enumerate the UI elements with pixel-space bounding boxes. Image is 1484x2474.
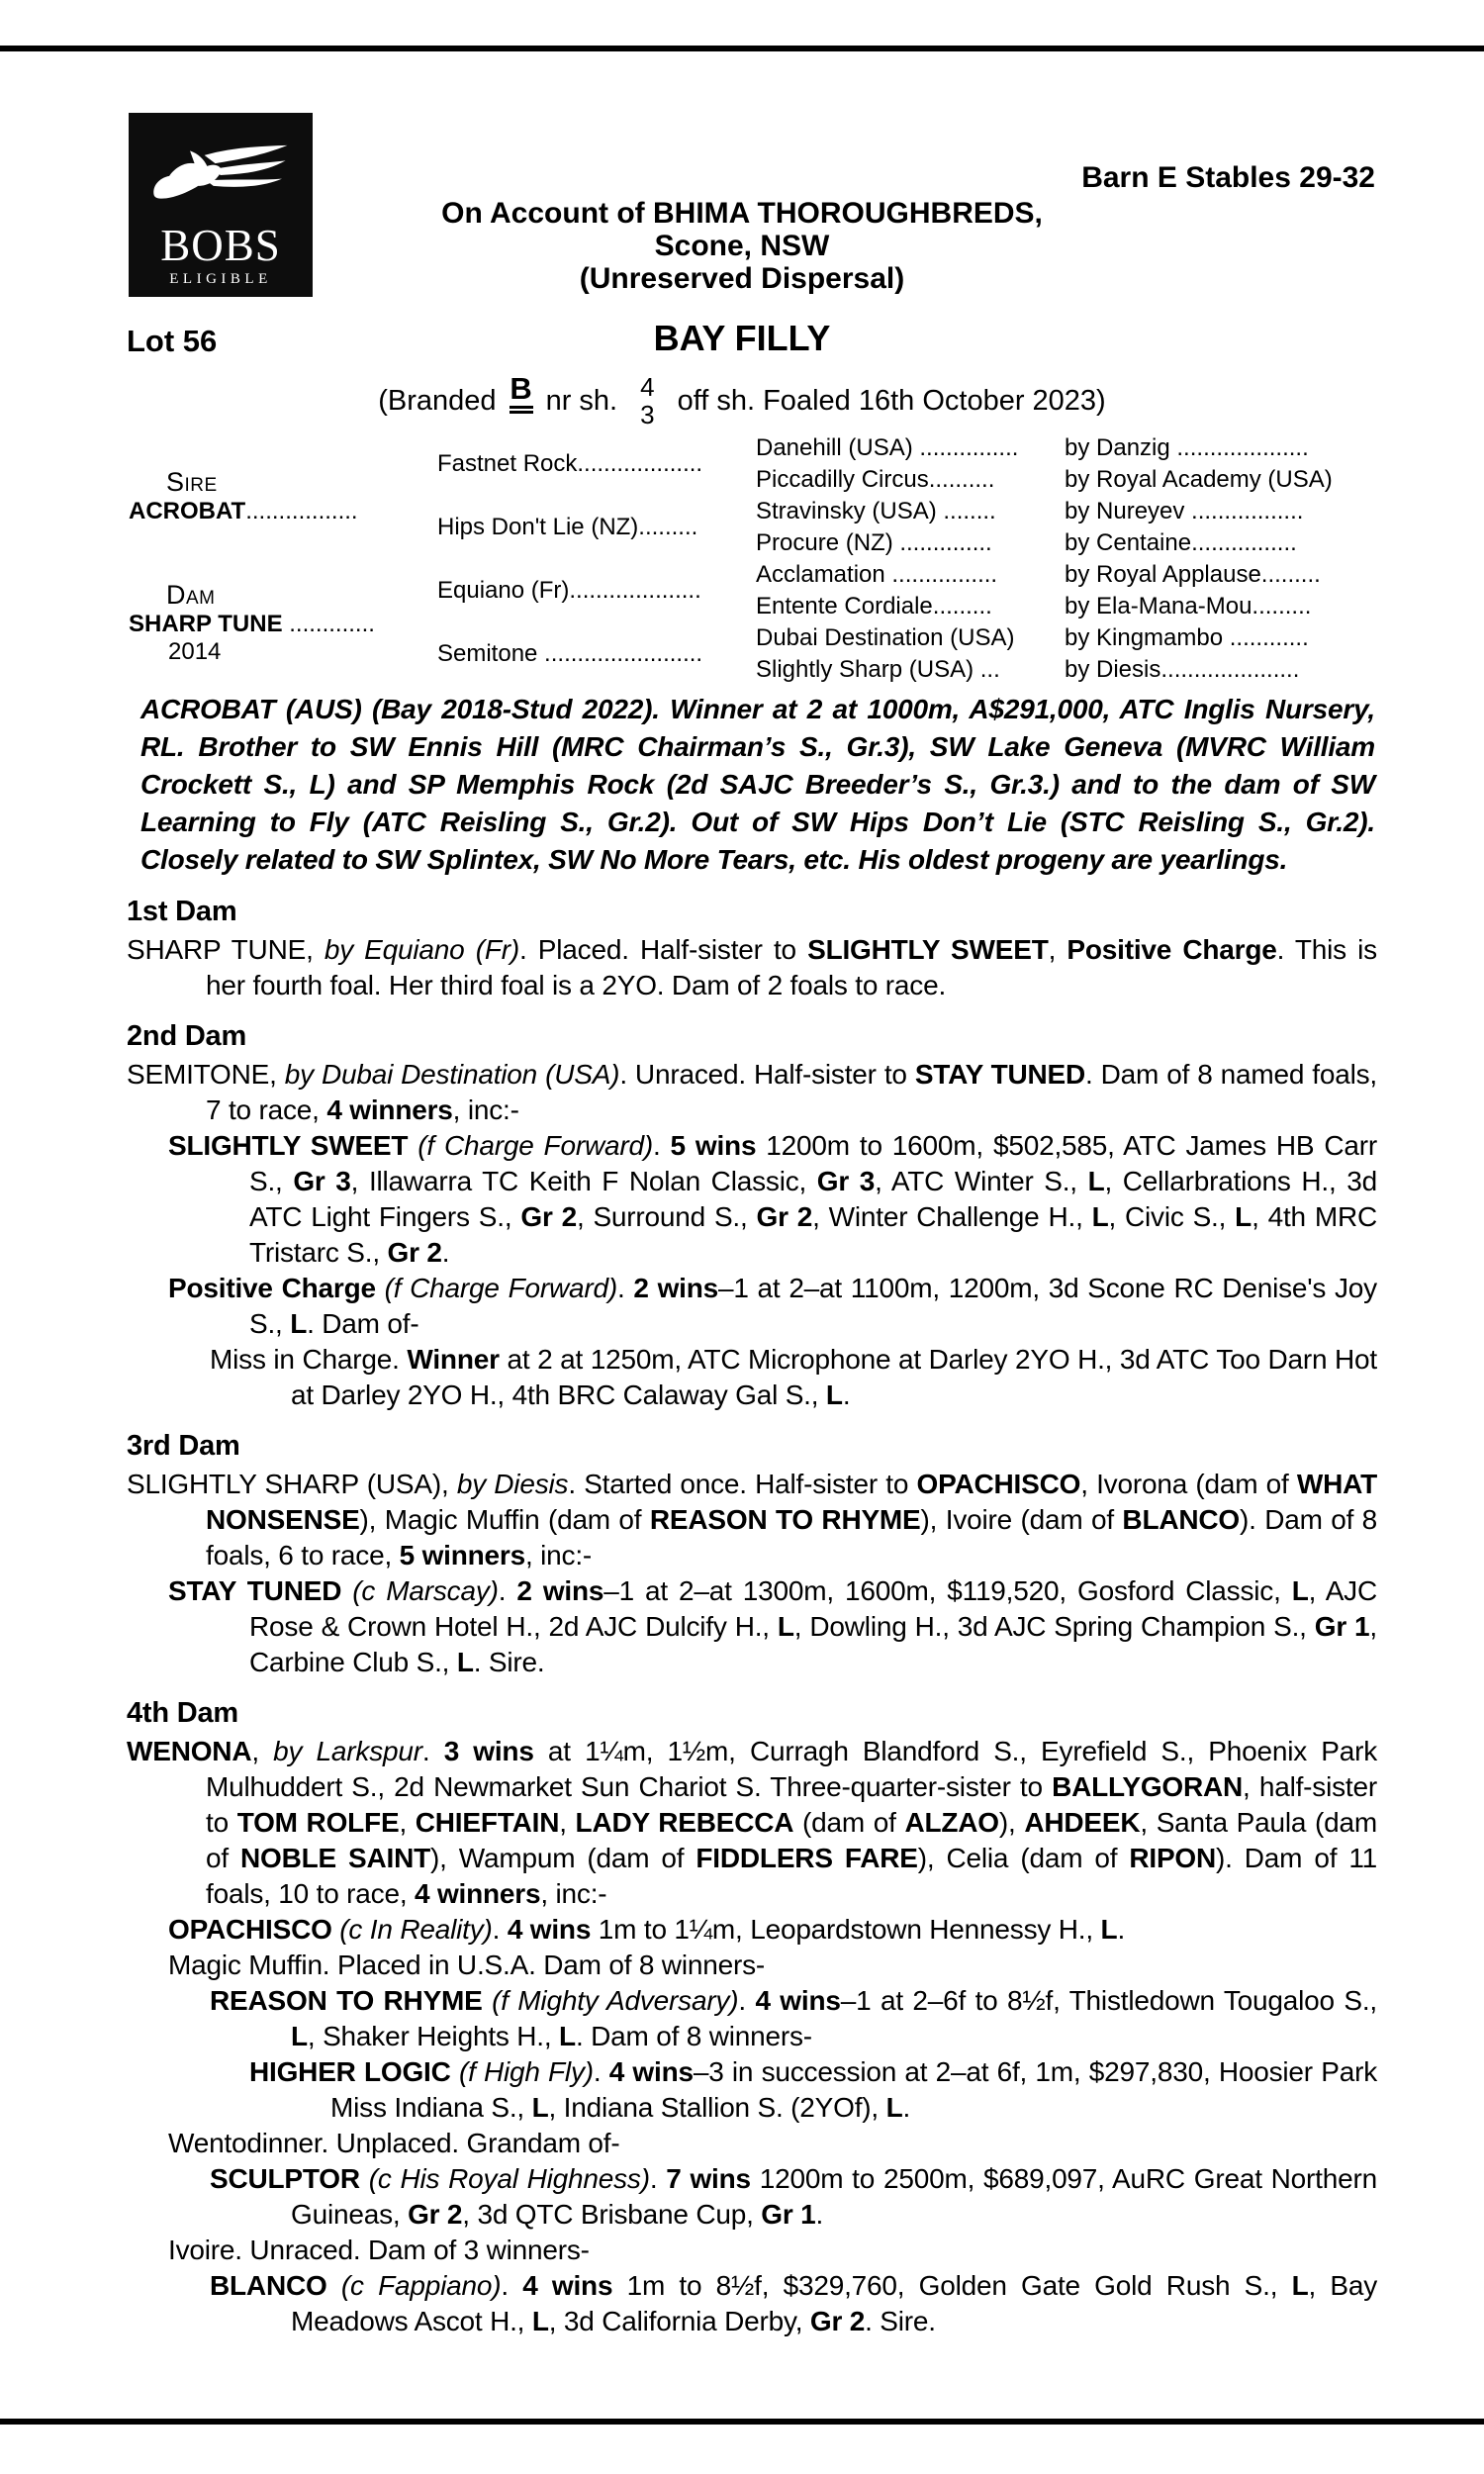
- text-run: 1200m to 1600m, $502,585, ATC James HB Carr S.,: [249, 1130, 1378, 1196]
- sire-name: [129, 498, 437, 525]
- branded-near-shoulder: nr sh.: [545, 384, 618, 417]
- pedigree-entry: [210, 2161, 1377, 2233]
- text-run: . Dam of 8 winners-: [575, 2021, 812, 2051]
- text-run: , Dowling H., 3d AJC Spring Champion S.,: [793, 1611, 1315, 1642]
- pedigree-cell: Entente Cordiale.........: [756, 593, 992, 619]
- pedigree-cell: Acclamation ................: [756, 561, 998, 588]
- barn-stables-label: Barn E Stables 29-32: [1081, 161, 1375, 194]
- text-run: Winner: [407, 1344, 500, 1375]
- dam-section-heading: 3rd Dam: [127, 1430, 240, 1462]
- page-body: [127, 691, 1377, 2339]
- text-run: 2 wins: [516, 1575, 604, 1606]
- text-run: , 3d California Derby,: [548, 2306, 810, 2336]
- pedigree-cell: by Centaine................: [1065, 529, 1297, 556]
- brand-number-top: 4: [640, 371, 655, 402]
- text-run: .: [902, 2092, 911, 2123]
- pedigree-cell: Piccadilly Circus..........: [756, 466, 995, 493]
- text-run: (f High Fly): [458, 2056, 594, 2087]
- pedigree-entry: [168, 1948, 1377, 1983]
- dam-name-text: SHARP TUNE: [129, 610, 283, 637]
- pedigree-cell-hips-dont-lie: Hips Don't Lie (NZ).........: [437, 514, 698, 540]
- text-run: FIDDLERS FARE: [696, 1843, 918, 1873]
- sire-dots: .................: [245, 497, 358, 524]
- text-run: . Placed. Half-sister to: [519, 934, 808, 965]
- text-run: L: [1091, 1201, 1109, 1232]
- pedigree-entry: [210, 1983, 1377, 2054]
- text-run: 1m to 1¼m, Leopardstown Hennessy H.,: [591, 1914, 1101, 1945]
- text-run: SHARP TUNE,: [127, 934, 325, 965]
- pedigree-cell-semitone: Semitone ........................: [437, 640, 703, 667]
- branding-line: [0, 366, 1484, 435]
- text-run: . Sire.: [865, 2306, 936, 2336]
- text-run: Gr 2: [408, 2199, 463, 2230]
- text-run: Magic Muffin. Placed in U.S.A. Dam of 8 winners-: [168, 1950, 766, 1980]
- text-run: SLIGHTLY SWEET: [168, 1130, 418, 1161]
- pedigree-cell-equiano: Equiano (Fr)....................: [437, 577, 701, 604]
- pedigree-entry: [168, 2233, 1377, 2268]
- brand-letter: B: [510, 370, 532, 406]
- text-run: Gr 2: [756, 1201, 813, 1232]
- brand-number-bottom: 3: [640, 400, 655, 429]
- pedigree-table: [129, 432, 1377, 686]
- text-run: Wentodinner. Unplaced. Grandam of-: [168, 2128, 620, 2158]
- text-run: 1200m to 2500m, $689,097, AuRC Great Northern Guineas,: [291, 2163, 1377, 2230]
- text-run: STAY TUNED: [168, 1575, 353, 1606]
- text-run: ALZAO: [904, 1807, 999, 1838]
- pedigree-entry: [210, 1342, 1377, 1413]
- text-run: , 4th MRC Tristarc S.,: [249, 1201, 1377, 1268]
- text-run: 4 wins: [522, 2270, 613, 2301]
- lot-number: Lot 56: [127, 324, 218, 358]
- text-run: (c Fappiano): [340, 2270, 502, 2301]
- pedigree-entry: [168, 2126, 1377, 2161]
- text-run: by Equiano (Fr): [324, 934, 520, 965]
- text-run: . This is her fourth foal. Her third foal is a 2YO. Dam of 2 foals to race.: [206, 934, 1377, 1000]
- text-run: BLANCO: [1122, 1504, 1240, 1535]
- pedigree-cell: Stravinsky (USA) ........: [756, 498, 996, 524]
- text-run: L: [1235, 1201, 1252, 1232]
- text-run: ), Wampum (dam of: [430, 1843, 696, 1873]
- brand-mark-icon: [510, 370, 533, 414]
- text-run: .: [492, 1914, 508, 1945]
- text-run: TOM ROLFE: [236, 1807, 400, 1838]
- text-run: , Shaker Heights H.,: [307, 2021, 560, 2051]
- pedigree-entry: [210, 2268, 1377, 2339]
- text-run: , 3d QTC Brisbane Cup,: [462, 2199, 762, 2230]
- text-run: .: [498, 1575, 517, 1606]
- text-run: L: [559, 2021, 576, 2051]
- text-run: L: [1087, 1166, 1105, 1196]
- text-run: .: [501, 2270, 523, 2301]
- pedigree-cell: by Danzig ....................: [1065, 434, 1309, 461]
- text-run: 3 wins: [443, 1736, 534, 1766]
- text-run: , inc:-: [452, 1094, 519, 1125]
- pedigree-dam-cell: [129, 559, 437, 686]
- text-run: ,: [399, 1807, 416, 1838]
- pedigree-cell: Dubai Destination (USA): [756, 624, 1015, 651]
- text-run: ), Ivoire (dam of: [920, 1504, 1123, 1535]
- pedigree-cell: by Ela-Mana-Mou.........: [1065, 593, 1312, 619]
- text-run: , AJC Rose & Crown Hotel H., 2d AJC Dulcify H.,: [249, 1575, 1378, 1642]
- text-run: Gr 1: [1314, 1611, 1370, 1642]
- branded-prefix: (Branded: [378, 384, 497, 417]
- text-run: BALLYGORAN: [1052, 1771, 1244, 1802]
- text-run: (c In Reality): [339, 1914, 493, 1945]
- text-run: 4 winners: [415, 1878, 541, 1909]
- text-run: at 2 at 1250m, ATC Microphone at Darley 2YO H., 3d ATC Too Darn Hot at Darley 2YO H., 4th BRC Calaway Gal S.,: [291, 1344, 1378, 1410]
- bottom-rule: [0, 2419, 1484, 2425]
- pedigree-entry: [168, 1271, 1377, 1342]
- page-title: BAY FILLY: [653, 318, 831, 358]
- text-run: SCULPTOR: [210, 2163, 369, 2194]
- text-run: Ivoire. Unraced. Dam of 3 winners-: [168, 2235, 590, 2265]
- text-run: OPACHISCO: [916, 1469, 1081, 1499]
- pedigree-cell: Procure (NZ) ..............: [756, 529, 992, 556]
- text-run: 2 wins: [633, 1273, 719, 1303]
- text-run: , Indiana Stallion S. (2YOf),: [548, 2092, 886, 2123]
- dam-section-heading: 1st Dam: [127, 896, 237, 927]
- text-run: . Started once. Half-sister to: [568, 1469, 917, 1499]
- text-run: AHDEEK: [1024, 1807, 1141, 1838]
- text-run: .: [421, 1736, 444, 1766]
- text-run: . Dam of-: [307, 1308, 419, 1339]
- dam-section-heading: 4th Dam: [127, 1697, 239, 1729]
- sire-label: Sire: [166, 466, 218, 497]
- text-run: –1 at 2–at 1300m, 1600m, $119,520, Gosford Classic,: [603, 1575, 1292, 1606]
- text-run: REASON TO RHYME: [649, 1504, 921, 1535]
- text-run: . Dam of 8 named foals, 7 to race,: [206, 1059, 1377, 1125]
- text-run: , half-sister to: [206, 1771, 1377, 1838]
- text-run: SEMITONE,: [127, 1059, 285, 1090]
- text-run: –1 at 2–6f to 8½f, Thistledown Tougaloo S.,: [840, 1985, 1377, 2016]
- text-run: RIPON: [1129, 1843, 1217, 1873]
- text-run: (c His Royal Highness): [368, 2163, 650, 2194]
- text-run: , Ivorona (dam of: [1080, 1469, 1297, 1499]
- text-run: . Unraced. Half-sister to: [619, 1059, 915, 1090]
- text-run: 5 wins: [670, 1130, 757, 1161]
- text-run: .: [1117, 1914, 1126, 1945]
- text-run: .: [652, 1130, 671, 1161]
- text-run: ,: [559, 1807, 576, 1838]
- text-run: (f Charge Forward): [417, 1130, 653, 1161]
- text-run: .: [842, 1380, 851, 1410]
- text-run: .: [738, 1985, 756, 2016]
- text-run: L: [885, 2092, 903, 2123]
- text-run: , Cellarbrations H., 3d ATC Light Fingers S.,: [249, 1166, 1378, 1232]
- text-run: ). Dam of 11 foals, 10 to race,: [206, 1843, 1378, 1909]
- text-run: 4 wins: [608, 2056, 694, 2087]
- text-run: 4 wins: [755, 1985, 841, 2016]
- text-run: .: [815, 2199, 824, 2230]
- pedigree-entry: [168, 1128, 1377, 1271]
- text-run: , ATC Winter S.,: [875, 1166, 1088, 1196]
- top-rule: [0, 46, 1484, 51]
- text-run: (f Charge Forward): [384, 1273, 618, 1303]
- text-run: BLANCO: [210, 2270, 341, 2301]
- dam-section-heading: 2nd Dam: [127, 1020, 247, 1052]
- pedigree-cell: by Nureyev .................: [1065, 498, 1304, 524]
- pedigree-entry: [249, 2054, 1377, 2126]
- branded-suffix: off sh. Foaled 16th October 2023): [677, 384, 1106, 417]
- pedigree-cell: by Royal Applause.........: [1065, 561, 1321, 588]
- text-run: , Santa Paula (dam of: [206, 1807, 1377, 1873]
- text-run: Gr 2: [809, 2306, 866, 2336]
- vendor-location-line: Scone, NSW: [654, 230, 830, 262]
- text-run: (f Mighty Adversary): [492, 1985, 739, 2016]
- text-run: WHAT NONSENSE: [206, 1469, 1377, 1535]
- text-run: L: [456, 1647, 474, 1677]
- text-run: , Bay Meadows Ascot H.,: [291, 2270, 1377, 2336]
- text-run: CHIEFTAIN: [415, 1807, 560, 1838]
- text-run: Gr 3: [816, 1166, 876, 1196]
- pedigree-cell: by Royal Academy (USA): [1065, 466, 1333, 493]
- vendor-account-line: On Account of BHIMA THOROUGHBREDS,: [441, 197, 1043, 230]
- text-run: L: [531, 2092, 549, 2123]
- text-run: STAY TUNED: [914, 1059, 1086, 1090]
- pedigree-entry: [127, 1467, 1377, 1573]
- logo-wordmark: BOBS: [160, 221, 281, 270]
- text-run: , Carbine Club S.,: [249, 1611, 1378, 1677]
- text-run: ,: [1048, 934, 1067, 965]
- text-run: L: [1291, 1575, 1309, 1606]
- text-run: WENONA: [127, 1736, 252, 1766]
- text-run: .: [441, 1237, 450, 1268]
- pedigree-cell: by Diesis.....................: [1065, 656, 1300, 683]
- text-run: L: [1291, 2270, 1309, 2301]
- pedigree-entry: [127, 1057, 1377, 1128]
- text-run: , Civic S.,: [1108, 1201, 1236, 1232]
- text-run: REASON TO RHYME: [210, 1985, 493, 2016]
- text-run: ), Magic Muffin (dam of: [359, 1504, 650, 1535]
- pedigree-cell-fastnet-rock: Fastnet Rock...................: [437, 450, 703, 477]
- text-run: 7 wins: [666, 2163, 751, 2194]
- dam-label: Dam: [166, 579, 216, 610]
- text-run: , Winter Challenge H.,: [812, 1201, 1092, 1232]
- pedigree-entry: [168, 1573, 1377, 1680]
- text-run: 4 wins: [507, 1914, 592, 1945]
- text-run: LADY REBECCA: [575, 1807, 794, 1838]
- text-run: L: [777, 1611, 794, 1642]
- pedigree-cell: by Kingmambo ............: [1065, 624, 1309, 651]
- text-run: at 1¼m, 1½m, Curragh Blandford S., Eyrefield S., Phoenix Park Mulhuddert S., 2d Newmarket Sun Chariot S. Three-quarter-sister to: [206, 1736, 1378, 1802]
- text-run: ),: [998, 1807, 1025, 1838]
- text-run: Miss in Charge.: [210, 1344, 408, 1375]
- text-run: L: [290, 1308, 308, 1339]
- text-run: NOBLE SAINT: [240, 1843, 431, 1873]
- text-run: L: [825, 1380, 843, 1410]
- text-run: OPACHISCO: [168, 1914, 340, 1945]
- dam-year: 2014: [168, 637, 222, 665]
- text-run: (c Marscay): [352, 1575, 499, 1606]
- pedigree-cell: Danehill (USA) ...............: [756, 434, 1019, 461]
- dam-name: [129, 611, 437, 638]
- text-run: HIGHER LOGIC: [249, 2056, 459, 2087]
- brand-double-underline: [510, 406, 533, 414]
- brand-number-stack: [640, 373, 654, 428]
- text-run: L: [531, 2306, 549, 2336]
- text-run: 4 winners: [326, 1094, 453, 1125]
- text-run: ). Dam of 8 foals, 6 to race,: [206, 1504, 1378, 1570]
- text-run: SLIGHTLY SHARP (USA),: [127, 1469, 457, 1499]
- text-run: (dam of: [793, 1807, 905, 1838]
- text-run: .: [649, 2163, 667, 2194]
- pedigree-entry: [168, 1912, 1377, 1948]
- text-run: –1 at 2–at 1100m, 1200m, 3d Scone RC Denise's Joy S.,: [249, 1273, 1377, 1339]
- text-run: ), Celia (dam of: [917, 1843, 1130, 1873]
- dispersal-note: (Unreserved Dispersal): [579, 262, 905, 295]
- dam-dots: .............: [282, 610, 375, 637]
- text-run: . Sire.: [473, 1647, 545, 1677]
- text-run: , inc:-: [540, 1878, 607, 1909]
- text-run: .: [617, 1273, 634, 1303]
- text-run: Gr 2: [387, 1237, 442, 1268]
- text-run: , Surround S.,: [576, 1201, 757, 1232]
- text-run: L: [1100, 1914, 1118, 1945]
- dam-sections: [127, 894, 1377, 2339]
- text-run: by Larkspur: [273, 1736, 422, 1766]
- text-run: L: [291, 2021, 308, 2051]
- sire-name-text: ACROBAT: [129, 497, 246, 524]
- text-run: Gr 1: [761, 2199, 816, 2230]
- text-run: Gr 2: [520, 1201, 577, 1232]
- pedigree-sire-cell: [129, 432, 437, 559]
- text-run: .: [593, 2056, 609, 2087]
- sire-summary: ACROBAT (AUS) (Bay 2018-Stud 2022). Winner at 2 at 1000m, A$291,000, ATC Inglis Nursery, RL. Brother to SW Ennis Hill (MRC Chairman’s S., Gr.3), SW Lake Geneva (MVRC William Crockett S., L) and SP Memphis Rock (2d SAJC Breeder’s S., Gr.3.) and to the dam of SW Learning to Fly (ATC Reisling S., Gr.2). Out of SW Hips Don’t Lie (STC Reisling S., Gr.2). Closely related to SW Splintex, SW No More Tears, etc. His oldest progeny are yearlings.: [140, 694, 1375, 875]
- pedigree-entry: [127, 1734, 1377, 1912]
- text-run: ,: [251, 1736, 274, 1766]
- text-run: SLIGHTLY SWEET: [807, 934, 1049, 965]
- logo-subtext: ELIGIBLE: [169, 271, 272, 287]
- text-run: by Dubai Destination (USA): [284, 1059, 620, 1090]
- pedigree-cell: Slightly Sharp (USA) ...: [756, 656, 1000, 683]
- text-run: Positive Charge: [168, 1273, 385, 1303]
- text-run: by Diesis: [456, 1469, 569, 1499]
- text-run: , inc:-: [524, 1540, 593, 1570]
- text-run: 5 winners: [399, 1540, 525, 1570]
- pedigree-entry: [127, 932, 1377, 1003]
- text-run: –3 in succession at 2–at 6f, 1m, $297,830, Hoosier Park Miss Indiana S.,: [330, 2056, 1377, 2123]
- text-run: Gr 3: [293, 1166, 351, 1196]
- text-run: 1m to 8½f, $329,760, Golden Gate Gold Rush S.,: [612, 2270, 1292, 2301]
- text-run: , Illawarra TC Keith F Nolan Classic,: [350, 1166, 817, 1196]
- pedigree-generation-3-4: [756, 432, 1377, 686]
- text-run: Positive Charge: [1067, 934, 1277, 965]
